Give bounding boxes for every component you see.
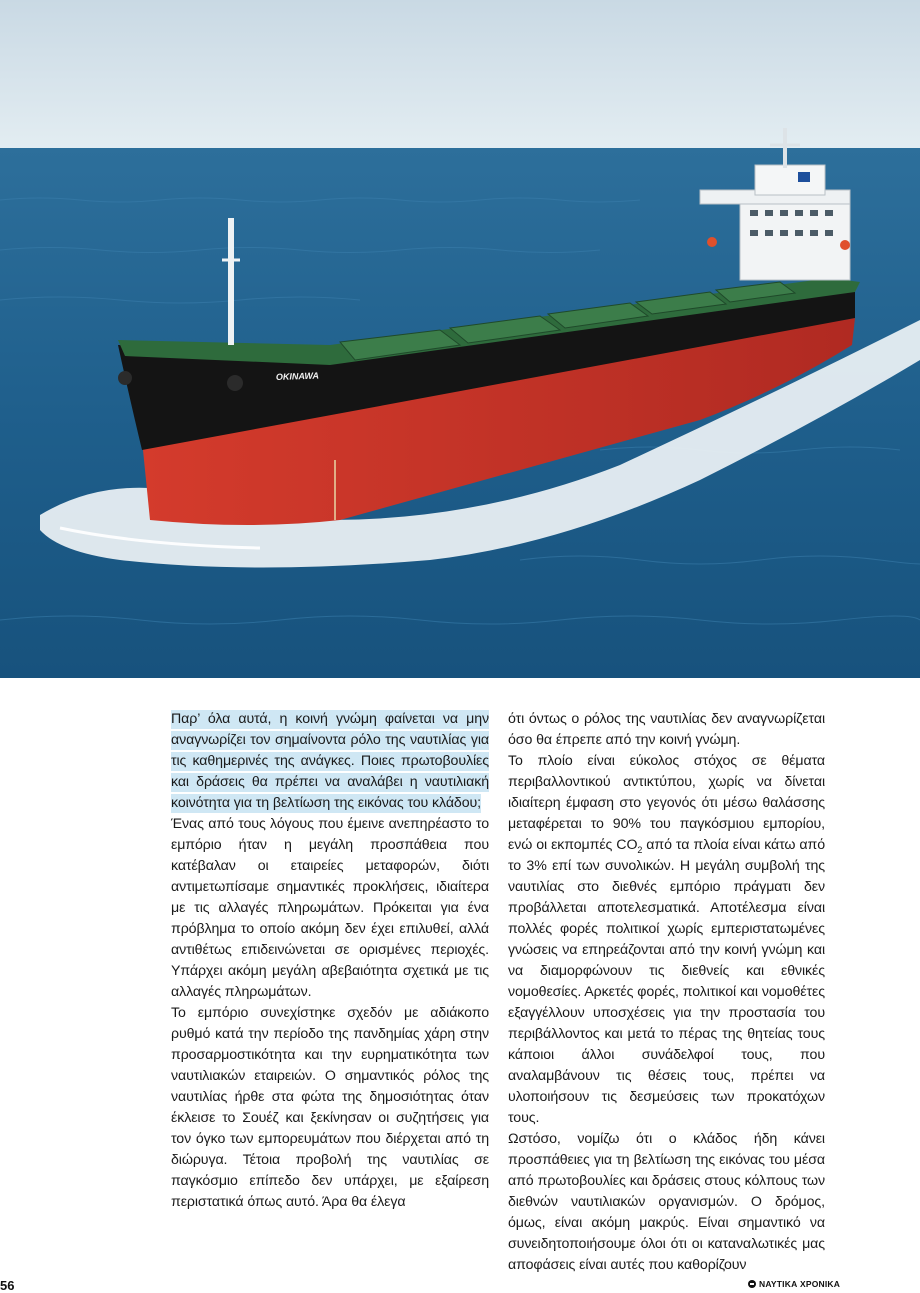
answer-paragraph-4 [508, 751, 825, 1129]
answer-paragraph-3: ότι όντως ο ρόλος της ναυτιλίας δεν αναγνωρίζεται όσο θα έπρεπε από την κοινή γνώμη. [508, 711, 825, 748]
question-highlight: Παρ’ όλα αυτά, η κοινή γνώμη φαίνεται να μην αναγνωρίζει τον σημαίνοντα ρόλο της ναυτιλίας για τις καθημερινές της ανάγκες. Ποιες πρωτοβουλίες και δράσεις θα πρέπει να αναλάβει η ναυτιλιακή κοινότητα για τη βελτίωση της εικόνας του κλάδου; [171, 711, 489, 811]
answer-paragraph-4-part-2: από τα πλοία είναι κάτω από το 3% επί των συνολικών. Η μεγάλη συμβολή της ναυτιλίας στο διεθνές εμπόριο πράγματι δεν προβάλλεται αποτελεσματικά. Αποτέλεσμα είναι πολλές φορές πολιτικοί χωρίς εμπεριστατωμένες γνώσεις να επηρεάζονται από την κοινή γνώμη και να διαμορφώνουν τις διεθνείς και εθνικές νομοθεσίες. Αρκετές φορές, πολιτικοί και νομοθέτες εξαγγέλλουν υποσχέσεις για την προστασία του περιβάλλοντος και μετά το πέρας της θητείας τους κάποιοι άλλοι συνάδελφοί τους, που αναλαμβάνουν τις θέσεις τους, πρέπει να υλοποιήσουν τις δεσμεύσεις των προκατόχων τους. [508, 837, 825, 1126]
publication-name: ΝΑΥΤΙΚΑ ΧΡΟΝΙΚΑ [759, 1279, 841, 1289]
ship-name-label: OKINAWA [275, 370, 320, 382]
answer-paragraph-2: Το εμπόριο συνεχίστηκε σχεδόν με αδιάκοπο ρυθμό κατά την περίοδο της πανδημίας χάρη στην προσαρμοστικότητα και την ευρηματικότητα των ναυτιλιακών εταιρειών. Ο σημαντικός ρόλος της ναυτιλίας ήρθε στα φώτα της δημοσιότητας όταν έκλεισε το Σουέζ και ξεκίνησαν οι συζητήσεις για τον όγκο των εμπορευμάτων που διέρχεται από τη διώρυγα. Τέτοια προβολή της ναυτιλίας σε παγκόσμιο επίπεδο δεν υπάρχει, με εξαίρεση περιστατικά όπως αυτό. Άρα θα έλεγα [171, 1005, 489, 1210]
sky [0, 0, 920, 150]
page-number: 56 [0, 1278, 15, 1293]
answer-paragraph-1: Ένας από τους λόγους που έμεινε ανεπηρέαστο το εμπόριο ήταν η μεγάλη προσπάθεια που κατέβαλαν οι εταιρείες μεταφορών, διότι αντιμετωπίσαμε σημαντικές προκλήσεις, ιδιαίτερα με τις αλλαγές πληρωμάτων. Πρόκειται για ένα πρόβλημα το οποίο ακόμη δεν έχει επιλυθεί, αλλά αντιθέτως επιδεινώνεται σε ορισμένες περιοχές. Υπάρχει ακόμη μεγάλη αβεβαιότητα σχετικά με τις αλλαγές πληρωμάτων. [171, 816, 489, 1000]
publication-logo-icon [748, 1280, 756, 1288]
co2-subscript: 2 [637, 844, 643, 855]
answer-paragraph-5: Ωστόσο, νομίζω ότι ο κλάδος ήδη κάνει προσπάθειες για τη βελτίωση της εικόνας του μέσα από πρωτοβουλίες και δράσεις στους κόλπους των διεθνών ναυτιλιακών οργανισμών. Ο δρόμος, όμως, είναι ακόμη μακρύς. Είναι σημαντικό να συνειδητοποιήσουμε όλοι ότι οι καταναλωτικές μας αποφάσεις είναι αυτές που καθορίζουν [508, 1131, 825, 1273]
answer-paragraph-4-part-1: Το πλοίο είναι εύκολος στόχος σε θέματα περιβαλλοντικού αντικτύπου, χωρίς να δίνεται ιδιαίτερη έμφαση στο γεγονός ότι μέσω θαλάσσης μεταφέρεται το 90% του παγκόσμιου εμπορίου, ενώ οι εκπομπές CO [508, 753, 825, 853]
text-column-left [171, 709, 489, 1213]
interview-question [171, 709, 489, 814]
publication-footer [748, 1279, 840, 1289]
text-column-right [508, 709, 825, 1276]
